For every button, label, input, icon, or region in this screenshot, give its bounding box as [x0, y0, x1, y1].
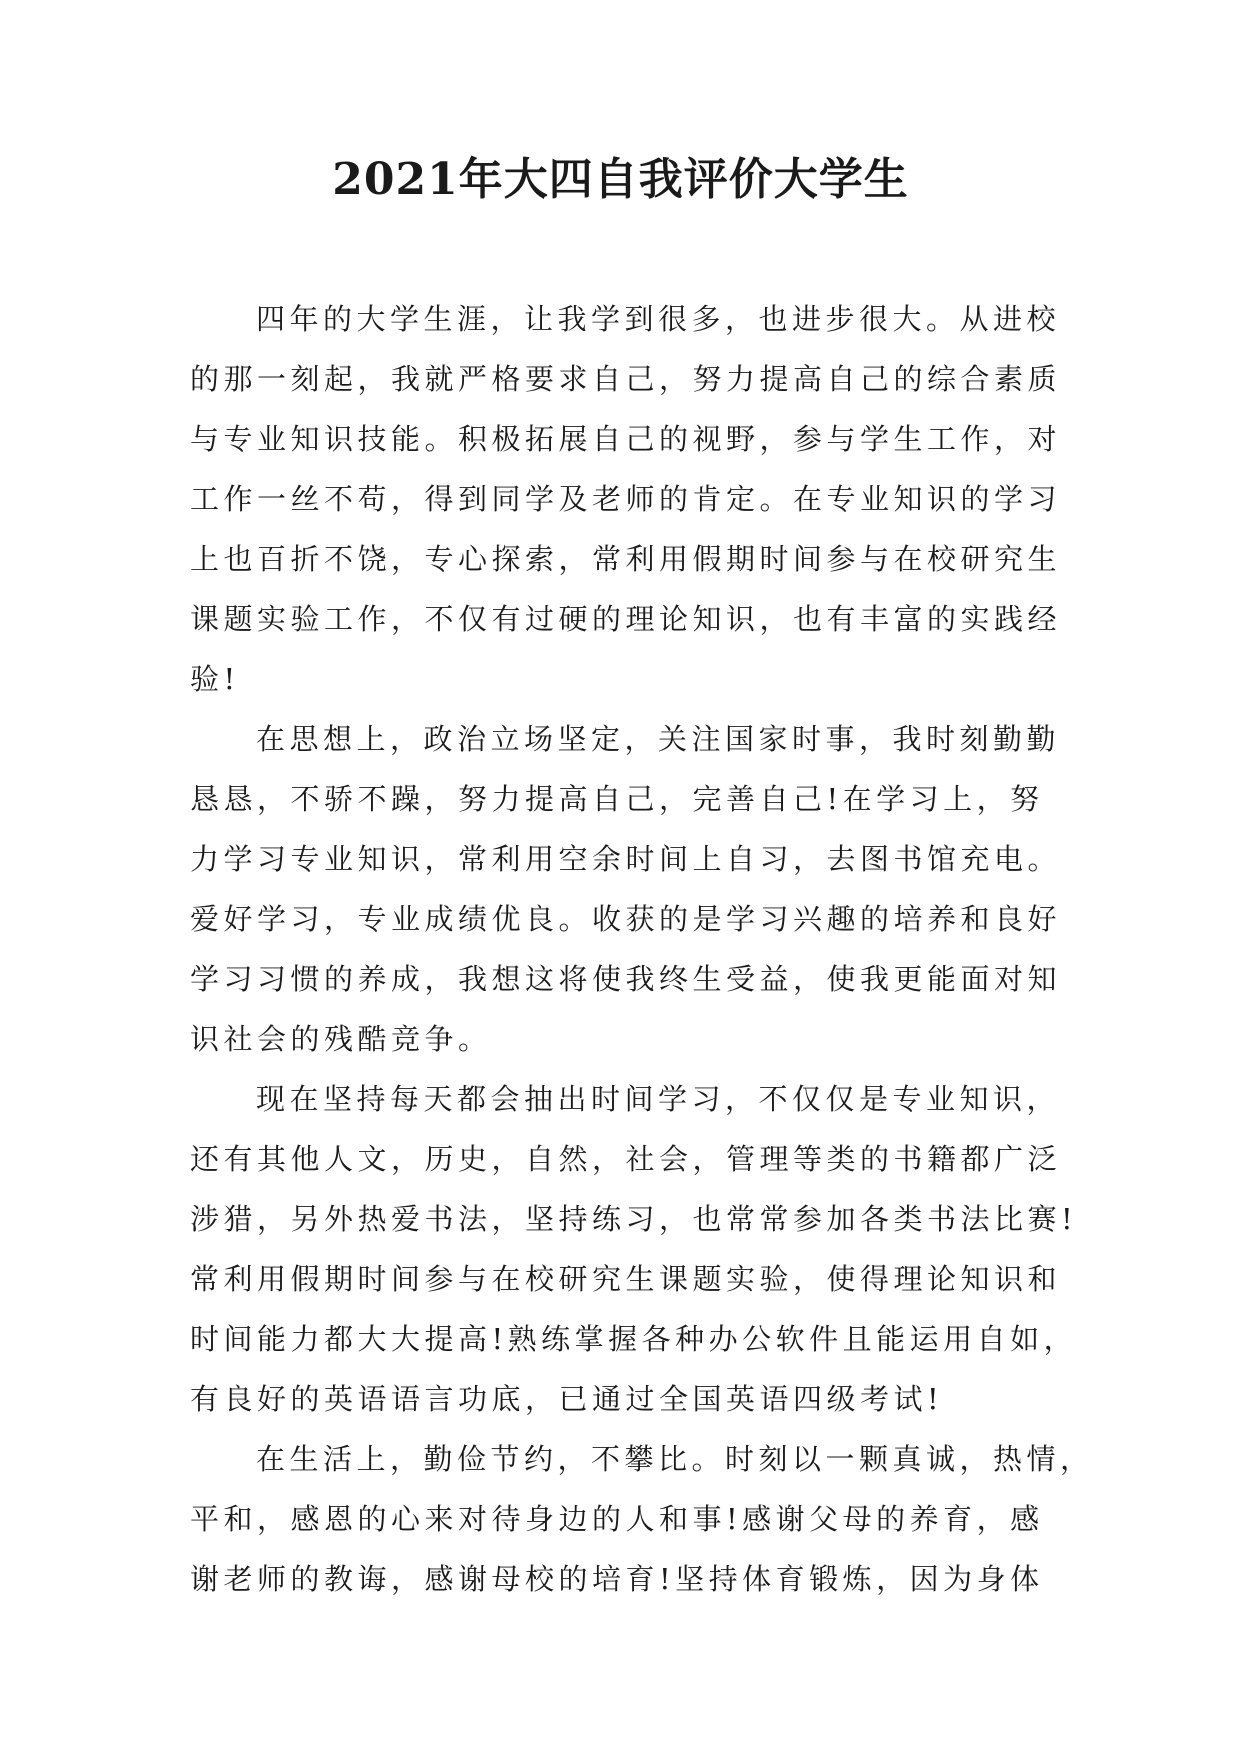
- text-line: 的那一刻起，我就严格要求自己，努力提高自己的综合素质: [190, 362, 1062, 396]
- text-line: 课题实验工作，不仅有过硬的理论知识，也有丰富的实践经: [190, 602, 1062, 636]
- paragraph-4: [190, 1429, 1094, 1609]
- text-line: 学习习惯的养成，我想这将使我终生受益，使我更能面对知: [190, 962, 1062, 996]
- text-line: 爱好学习，专业成绩优良。收获的是学习兴趣的培养和良好: [190, 902, 1062, 936]
- text-line: 与专业知识技能。积极拓展自己的视野，参与学生工作，对: [190, 422, 1062, 456]
- text-line: 现在坚持每天都会抽出时间学习，不仅仅是专业知识，: [256, 1082, 1061, 1116]
- paragraph-2: [190, 709, 1062, 1069]
- text-line: 还有其他人文，历史，自然，社会，管理等类的书籍都广泛: [190, 1142, 1062, 1176]
- text-line: 涉猎，另外热爱书法，坚持练习，也常常参加各类书法比赛!: [190, 1202, 1078, 1236]
- text-line: 恳恳，不骄不躁，努力提高自己，完善自己!在学习上，努: [190, 782, 1044, 816]
- text-line: 力学习专业知识，常利用空余时间上自习，去图书馆充电。: [190, 842, 1062, 876]
- text-line: 四年的大学生涯，让我学到很多，也进步很大。从进校: [256, 302, 1061, 336]
- text-line: 谢老师的教诲，感谢母校的培育!坚持体育锻炼，因为身体: [190, 1562, 1044, 1596]
- text-line: 在生活上，勤俭节约，不攀比。时刻以一颗真诚，热情，: [256, 1442, 1094, 1476]
- paragraph-3: [190, 1069, 1078, 1429]
- text-line: 平和，感恩的心来对待身边的人和事!感谢父母的养育，感: [190, 1502, 1044, 1536]
- text-line: 上也百折不饶，专心探索，常利用假期时间参与在校研究生: [190, 542, 1062, 576]
- text-line: 有良好的英语语言功底，已通过全国英语四级考试!: [190, 1382, 944, 1416]
- document-body: [190, 289, 1094, 1609]
- text-line: 常利用假期时间参与在校研究生课题实验，使得理论知识和: [190, 1262, 1062, 1296]
- text-line: 工作一丝不苟，得到同学及老师的肯定。在专业知识的学习: [190, 482, 1062, 516]
- text-line: 在思想上，政治立场坚定，关注国家时事，我时刻勤勤: [256, 722, 1061, 756]
- paragraph-1: [190, 289, 1062, 709]
- text-line: 验!: [190, 662, 240, 696]
- document-title: 2021年大四自我评价大学生: [332, 154, 909, 205]
- text-line: 时间能力都大大提高!熟练掌握各种办公软件且能运用自如，: [190, 1322, 1078, 1356]
- text-line: 识社会的残酷竞争。: [190, 1022, 492, 1056]
